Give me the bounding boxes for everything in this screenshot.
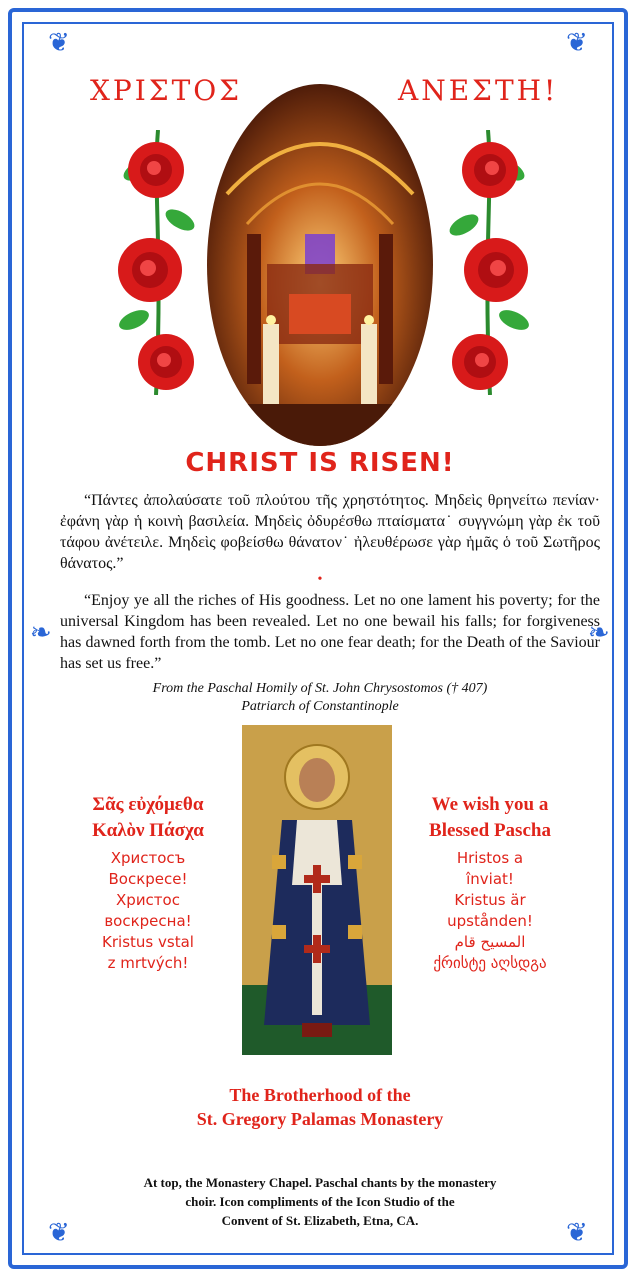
header-left: ΧΡΙΣΤΟΣ [90, 74, 243, 107]
greeting-line: Христосъ [110, 849, 186, 867]
citation-line: From the Paschal Homily of St. John Chrysostomos († 407) [152, 681, 488, 696]
christ-is-risen-title: CHRIST IS RISEN! [185, 448, 455, 478]
greeting-line: المسيح قام [454, 933, 526, 951]
greeting-line: z mrtvých! [107, 954, 189, 972]
greeting-line: воскресна! [104, 912, 192, 930]
chapel-photo [207, 84, 433, 446]
caption-footnote [0, 1173, 640, 1230]
homily-english: “Enjoy ye all the riches of His goodness. Let no one lament his poverty; for the universal Kingdom has been revealed. Let no one bewail his falls; for forgiveness has dawned forth from the tomb. Let no one fear death; for the Death of the Saviour has set us free.” [60, 592, 600, 672]
brotherhood-line: St. Gregory Palamas Monastery [196, 1109, 444, 1129]
footnote-line: At top, the Monastery Chapel. Paschal chants by the monastery [143, 1175, 497, 1190]
greeting-line: Hristos a [456, 849, 524, 867]
greeting-line: înviat! [466, 870, 514, 888]
greeting-title: Σᾶς εὐχόμεθα [92, 794, 204, 815]
greeting-title: Καλὸν Πάσχα [92, 820, 204, 841]
header-right: ΑΝΕΣΤΗ! [398, 74, 559, 107]
greeting-line: Христос [116, 891, 180, 909]
brotherhood-line: The Brotherhood of the [229, 1085, 411, 1105]
greeting-line: Kristus är [454, 891, 526, 909]
greeting-title: We wish you a [431, 794, 549, 815]
greetings-right [404, 792, 576, 974]
separator-bullet: • [317, 572, 323, 587]
flourish-icon: ❦ [566, 1218, 588, 1248]
flourish-icon: ❧ [30, 618, 52, 648]
brotherhood-signature [0, 1083, 640, 1131]
footnote-line: Convent of St. Elizabeth, Etna, CA. [221, 1213, 419, 1228]
citation-line: Patriarch of Constantinople [241, 699, 399, 714]
greeting-line: Воскресе! [108, 870, 188, 888]
greeting-line: Kristus vstal [102, 933, 194, 951]
rose-bouquet-left [108, 130, 208, 395]
greeting-line: upstånden! [447, 912, 533, 930]
flourish-icon: ❧ [588, 618, 610, 648]
greetings-left [68, 792, 228, 974]
footnote-line: choir. Icon compliments of the Icon Studio of the [185, 1194, 455, 1209]
flourish-icon: ❦ [566, 28, 588, 58]
homily-greek: “Πάντες ἀπολαύσατε τοῦ πλούτου τῆς χρηστότητος. Μηδεὶς θρηνείτω πενίαν· ἐφάνη γὰρ ἡ κοινὴ βασιλεία. Μηδεὶς ὀδυρέσθω πταίσματα˙ συγγνώμη γὰρ ἐκ τοῦ τάφου ἀνέτειλε. Μηδεὶς φοβείσθω θάνατον˙ ἠλευθέρωσε γὰρ ἡμᾶς ὁ τοῦ Σωτῆρος θάνατος.” [60, 492, 600, 572]
homily-citation [0, 680, 640, 716]
greeting-line: ქრისტე აღსდგა [433, 954, 547, 972]
rose-bouquet-right [438, 130, 538, 395]
greeting-title: Blessed Pascha [429, 820, 551, 841]
flourish-icon: ❦ [48, 28, 70, 58]
flourish-icon: ❦ [48, 1218, 70, 1248]
saint-icon-image [242, 725, 392, 1055]
